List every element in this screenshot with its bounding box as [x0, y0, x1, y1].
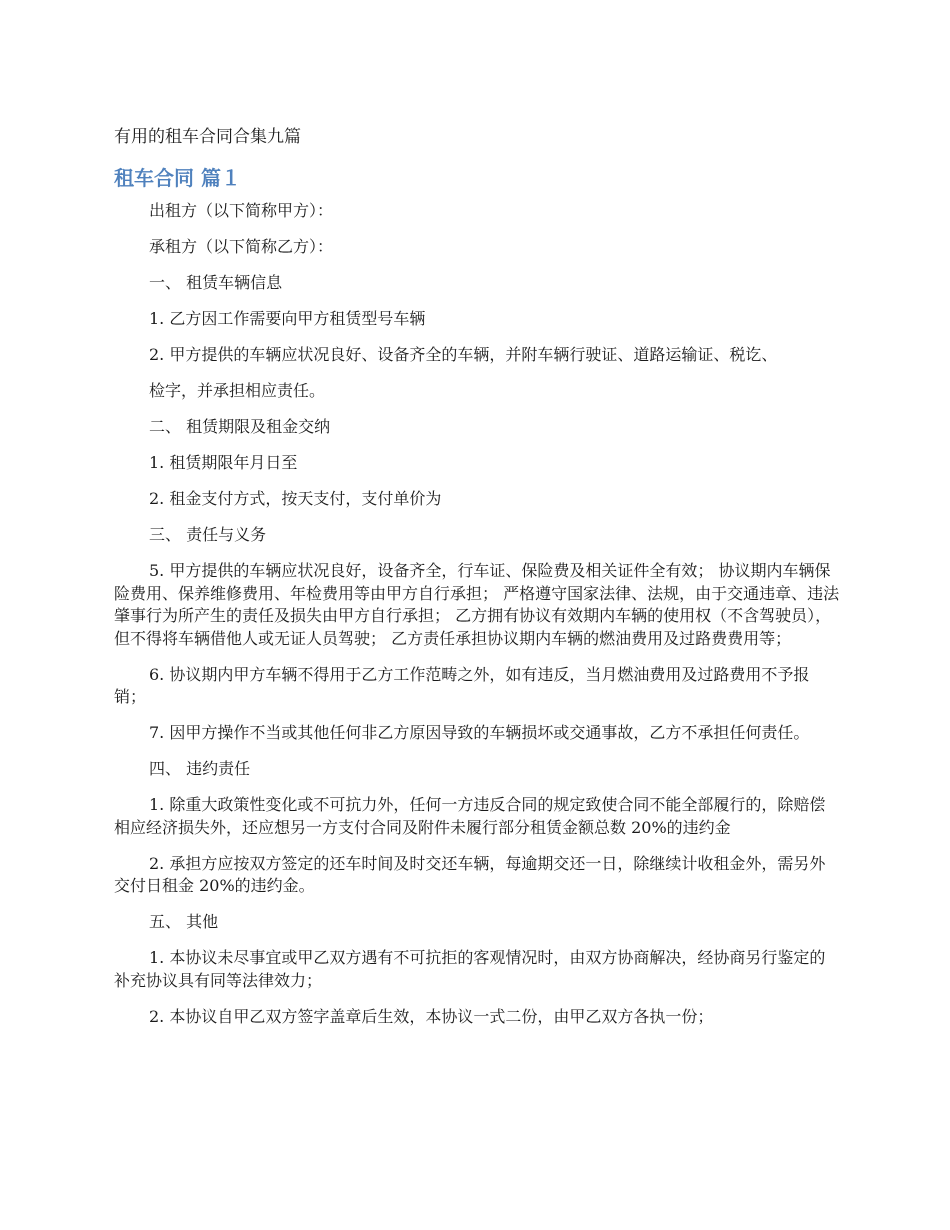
paragraph-clause: 1. 本协议未尽事宜或甲乙双方遇有不可抗拒的客观情况时，由双方协商解决，经协商另行鉴定的补充协议具有同等法律效力； [114, 948, 826, 990]
paragraph-clause: 1. 租赁期限年月日至 [149, 453, 298, 472]
section-heading: 租车合同 篇１ [114, 166, 241, 190]
heading-vehicle-info: 一、 租赁车辆信息 [149, 273, 283, 292]
paragraph-clause: 1. 乙方因工作需要向甲方租赁型号车辆 [149, 309, 426, 328]
paragraph-lessor: 出租方（以下简称甲方）： [149, 201, 334, 220]
paragraph-clause: 6. 协议期内甲方车辆不得用于乙方工作范畴之外，如有违反，当月燃油费用及过路费用不予报销； [114, 664, 810, 706]
heading-responsibilities: 三、 责任与义务 [149, 525, 267, 544]
paragraph-clause: 2. 甲方提供的车辆应状况良好、设备齐全的车辆，并附车辆行驶证、道路运输证、税讫、 [149, 345, 778, 364]
heading-other: 五、 其他 [149, 912, 219, 931]
document-body [114, 200, 840, 1042]
paragraph-clause: 检字，并承担相应责任。 [149, 381, 326, 400]
paragraph-clause: 1. 除重大政策性变化或不可抗力外，任何一方违反合同的规定致使合同不能全部履行的，除赔偿相应经济损失外，还应想另一方支付合同及附件未履行部分租赁金额总数 20%的违约金 [114, 795, 826, 837]
paragraph-clause: 5. 甲方提供的车辆应状况良好，设备齐全，行车证、保险费及相关证件全有效； 协议期内车辆保险费用、保养维修费用、年检费用等由甲方自行承担； 严格遵守国家法律、法规，由于交通违章、违法肇事行为所产生的责任及损失由甲方自行承担； 乙方拥有协议有效期内车辆的使用权（不含驾驶员），但不得将车辆借他人或无证人员驾驶； 乙方责任承担协议期内车辆的燃油费用及过路费费用等； [114, 561, 840, 648]
paragraph-clause: 7. 因甲方操作不当或其他任何非乙方原因导致的车辆损坏或交通事故，乙方不承担任何责任。 [149, 723, 810, 742]
paragraph-clause: 2. 租金支付方式，按天支付，支付单价为 [149, 489, 442, 508]
heading-lease-term: 二、 租赁期限及租金交纳 [149, 417, 331, 436]
paragraph-clause: 2. 承担方应按双方签定的还车时间及时交还车辆，每逾期交还一日，除继续计收租金外，需另外交付日租金 20%的违约金。 [114, 853, 826, 895]
paragraph-clause: 2. 本协议自甲乙双方签字盖章后生效，本协议一式二份，由甲乙双方各执一份； [149, 1006, 714, 1026]
paragraph-lessee: 承租方（以下简称乙方）： [149, 237, 334, 256]
heading-breach: 四、 违约责任 [149, 759, 251, 778]
document-title: 有用的租车合同合集九篇 [114, 127, 301, 147]
